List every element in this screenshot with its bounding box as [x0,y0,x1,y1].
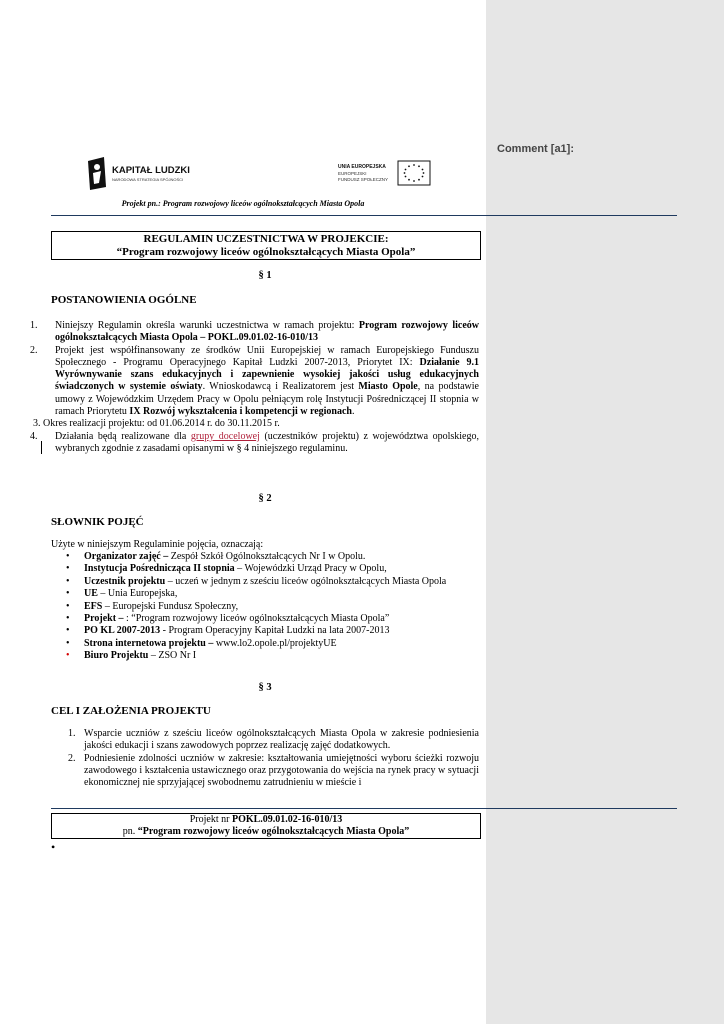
list-item: 1. Wsparcie uczniów z sześciu liceów ogólnokształcących Miasta Opola w zakresie podniesienia jakości edukacji i szans zawodowych poprzez realizację zajęć dodatkowych. [68,728,479,752]
section-2-intro: Użyte w niniejszym Regulaminie pojęcia, oznaczają: [51,539,264,550]
list-item: • PO KL 2007-2013 - Program Operacyjny Kapitał Ludzki na lata 2007-2013 [66,625,390,637]
section-3-mark: § 3 [258,682,272,693]
footer-rule [51,808,677,809]
list-item: • Uczestnik projektu – uczeń w jednym z sześciu liceów ogólnokształcących Miasta Opola [66,575,447,587]
list-item: • EFS – Europejski Fundusz Społeczny, [66,600,239,612]
footer-line-1: Projekt nr POKL.09.01.02-16-010/13 [189,814,343,825]
list-item: 3. Okres realizacji projektu: od 01.06.2014 r. do 30.11.2015 r. [33,418,280,430]
list-item: 1. Niniejszy Regulamin określa warunki uczestnictwa w ramach projektu: Program rozwojowy liceów ogólnokształcących Miasta Opola – POKL.09.01.02-16-010/13 [30,320,480,344]
footer-line-2: pn. “Program rozwojowy liceów ogólnokształcących Miasta Opola” [122,826,410,837]
title-line-2: “Program rozwojowy liceów ogólnokształcących Miasta Opola” [116,246,416,258]
list-item: 2. Podniesienie zdolności uczniów w zakresie: kształtowania umiejętności wyboru ścieżki rozwoju zawodowego i kształcenia ustawicznego oraz przygotowania do wejścia na rynek pracy w sytuacji ekonomicznej nie sprzyjającej swobodnemu zatrudnieniu w mieście i [68,752,479,789]
list-item: 4. Działania będą realizowane dla grupy docelowej (uczestników projektu) z województwa opolskiego, wybranych zgodnie z zasadami opisanymi w § 4 niniejszego regulaminu. [30,430,479,454]
list-item: • Strona internetowa projektu – www.lo2.opole.pl/projektyUE [66,637,337,649]
list-item: • UE – Unia Europejska, [66,588,178,600]
section-2-mark: § 2 [258,493,272,504]
section-1-heading: POSTANOWIENIA OGÓLNE [51,294,197,306]
section-3-heading: CEL I ZAŁOŻENIA PROJEKTU [51,705,211,717]
list-item: • Projekt – : “Program rozwojowy liceów ogólnokształcących Miasta Opola” [66,613,390,625]
footer-box [51,813,481,839]
section-3-list [68,728,479,789]
logo-ue-line3: FUNDUSZ SPOŁECZNY [338,177,389,182]
logo-kl-title: KAPITAŁ LUDZKI [112,165,190,176]
list-item: • Biuro Projektu – ZSO Nr I [66,650,197,662]
section-1-mark: § 1 [258,270,272,281]
section-2-heading: SŁOWNIK POJĘĆ [51,516,144,528]
comment-label[interactable]: Comment [a1]: [497,143,575,155]
section-1-list [30,320,480,455]
red-bullet-icon: • [66,650,70,662]
change-bar [41,441,42,454]
logo-ue-line2: EUROPEJSKI [338,171,367,176]
logo-ue-line1: UNIA EUROPEJSKA [338,164,386,170]
list-item: 2. Projekt jest współfinansowany ze środków Unii Europejskiej w ramach Europejskiego Funduszu Społecznego - Programu Operacyjnego Kapitał Ludzki 2007-2013, Priorytet IX: Działanie 9.1 Wyrównywanie szans edukacyjnych i zapewnienie wysokiej jakości usług edukacyjnych świadczonych w systemie oświaty. Wnioskodawcą i Realizatorem jest Miasto Opole, na podstawie umowy z Wojewódzkim Urzędem Pracy w Opolu pełniącym rolę Instytucji Pośredniczącej II stopnia w ramach Priorytetu IX Rozwój wykształcenia i kompetencji w regionach. [30,344,479,418]
header-rule [51,215,677,216]
tracked-insertion[interactable]: grupy docelowej [190,430,260,442]
logo-kl-subtitle: NARODOWA STRATEGIA SPÓJNOŚCI [112,177,184,182]
list-item: • Instytucja Pośrednicząca II stopnia – Wojewódzki Urząd Pracy w Opolu, [66,563,387,575]
list-item: • Organizator zajęć – Zespół Szkół Ogólnokształcących Nr I w Opolu. [66,551,366,562]
footer-bullet: • [51,840,56,854]
title-box [51,231,481,260]
glossary-list [66,551,447,663]
title-line-1: REGULAMIN UCZESTNICTWA W PROJEKCIE: [143,233,389,245]
kapital-ludzki-logo [86,157,198,191]
header-project-line: Projekt pn.: Program rozwojowy liceów ogólnokształcących Miasta Opola [121,199,365,208]
eu-logo [336,160,432,188]
